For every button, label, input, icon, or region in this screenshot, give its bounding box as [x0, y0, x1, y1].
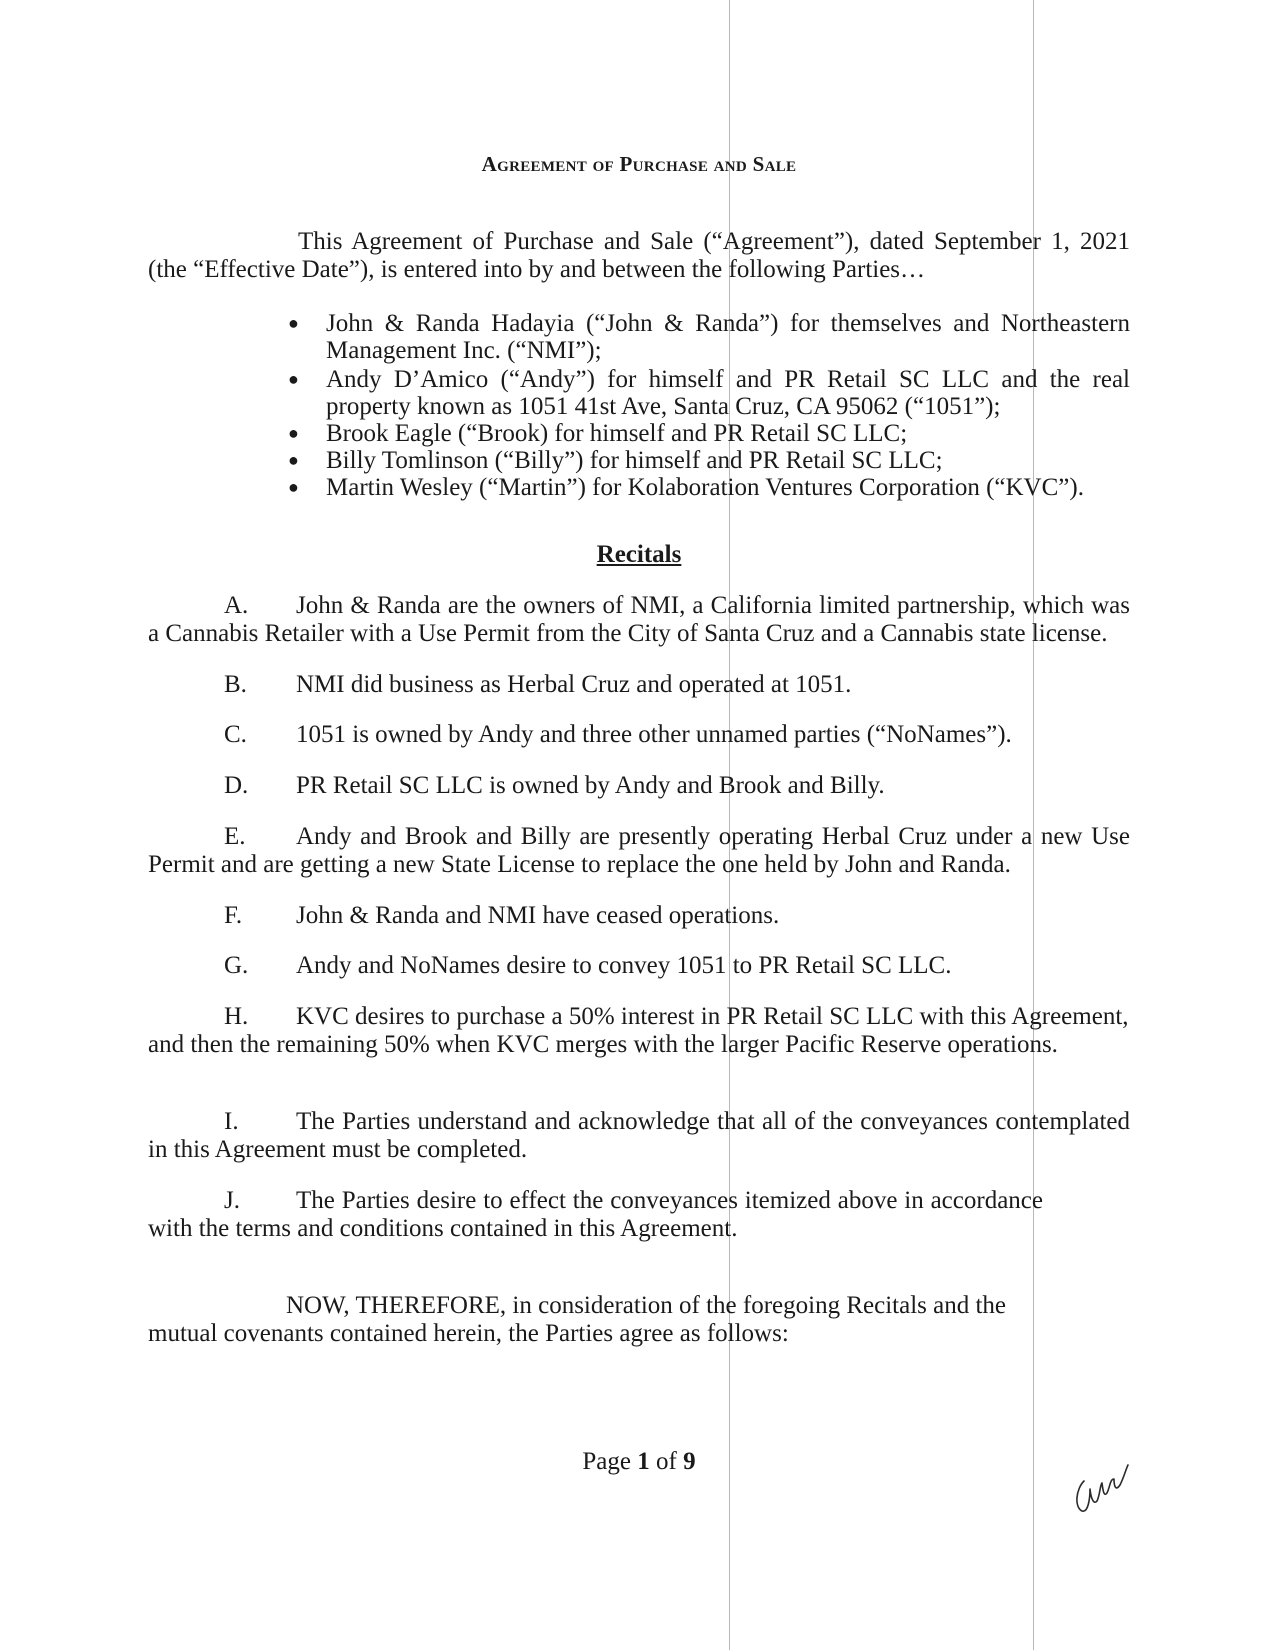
- recital-a: [148, 592, 1130, 648]
- recital-d: [148, 772, 1130, 800]
- parties-list: [288, 310, 1130, 501]
- page-current: 1: [637, 1448, 650, 1475]
- recital-letter: E.: [224, 823, 246, 850]
- recital-text: KVC desires to purchase a 50% interest in PR Retail SC LLC with this Agreement, and then the remaining 50% when KVC merges with the larger Pacific Reserve operations.: [148, 1003, 1129, 1058]
- recital-letter: A.: [224, 592, 249, 619]
- recital-text: Andy and Brook and Billy are presently operating Herbal Cruz under a new Use Permit and are getting a new State License to replace the one held by John and Randa.: [148, 823, 1130, 878]
- recital-e: [148, 823, 1130, 879]
- recital-letter: F.: [224, 902, 243, 929]
- recital-letter: I.: [224, 1108, 239, 1135]
- recital-j: [148, 1187, 1043, 1243]
- recital-text: PR Retail SC LLC is owned by Andy and Brook and Billy.: [296, 772, 885, 799]
- recital-text: The Parties understand and acknowledge that all of the conveyances contemplated in this Agreement must be completed.: [148, 1108, 1130, 1163]
- recital-text: John & Randa are the owners of NMI, a California limited partnership, which was a Cannabis Retailer with a Use Permit from the City of Santa Cruz and a Cannabis state license.: [148, 592, 1130, 647]
- recital-f: [148, 902, 1130, 930]
- party-item-andy: ● Andy D’Amico (“Andy”) for himself and PR Retail SC LLC and the real property known as 1051 41st Ave, Santa Cruz, CA 95062 (“1051”);: [288, 366, 1130, 420]
- recital-text: John & Randa and NMI have ceased operations.: [296, 902, 780, 929]
- party-item-john-randa: ● John & Randa Hadayia (“John & Randa”) for themselves and Northeastern Management Inc. (“NMI”);: [288, 310, 1130, 364]
- recital-c: [148, 721, 1130, 749]
- recital-letter: H.: [224, 1003, 249, 1030]
- recital-letter: J.: [224, 1187, 240, 1214]
- recital-letter: C.: [224, 721, 247, 748]
- recitals-heading: Recitals: [596, 541, 682, 568]
- recital-text: The Parties desire to effect the conveyances itemized above in accordance with the terms and conditions contained in this Agreement.: [148, 1187, 1043, 1242]
- recital-i: [148, 1108, 1130, 1164]
- party-item-martin: ● Martin Wesley (“Martin”) for Kolaboration Ventures Corporation (“KVC”).: [288, 474, 1130, 501]
- page-of-label: of: [656, 1448, 677, 1475]
- intro-paragraph: This Agreement of Purchase and Sale (“Agreement”), dated September 1, 2021 (the “Effective Date”), is entered into by and between the following Parties…: [148, 228, 1130, 283]
- party-item-billy: ● Billy Tomlinson (“Billy”) for himself and PR Retail SC LLC;: [288, 447, 1130, 474]
- document-title: Agreement of Purchase and Sale: [481, 152, 797, 176]
- recital-letter: D.: [224, 772, 249, 799]
- recital-g: [148, 952, 1130, 980]
- recital-text: NMI did business as Herbal Cruz and operated at 1051.: [296, 671, 852, 698]
- document-page: [148, 0, 1130, 1650]
- party-item-brook: ● Brook Eagle (“Brook) for himself and PR Retail SC LLC;: [288, 420, 1130, 447]
- recital-b: [148, 671, 1130, 699]
- now-therefore-paragraph: NOW, THEREFORE, in consideration of the foregoing Recitals and the mutual covenants contained herein, the Parties agree as follows:: [148, 1292, 1007, 1347]
- page-footer: [148, 1448, 1130, 1476]
- page-total: 9: [683, 1448, 696, 1475]
- recital-text: 1051 is owned by Andy and three other unnamed parties (“NoNames”).: [296, 721, 1012, 748]
- recital-h: [148, 1003, 1130, 1059]
- page-label: Page: [582, 1448, 632, 1475]
- recital-text: Andy and NoNames desire to convey 1051 to PR Retail SC LLC.: [296, 952, 952, 979]
- recital-letter: G.: [224, 952, 249, 979]
- handwritten-initials: [1070, 1455, 1140, 1525]
- recital-letter: B.: [224, 671, 247, 698]
